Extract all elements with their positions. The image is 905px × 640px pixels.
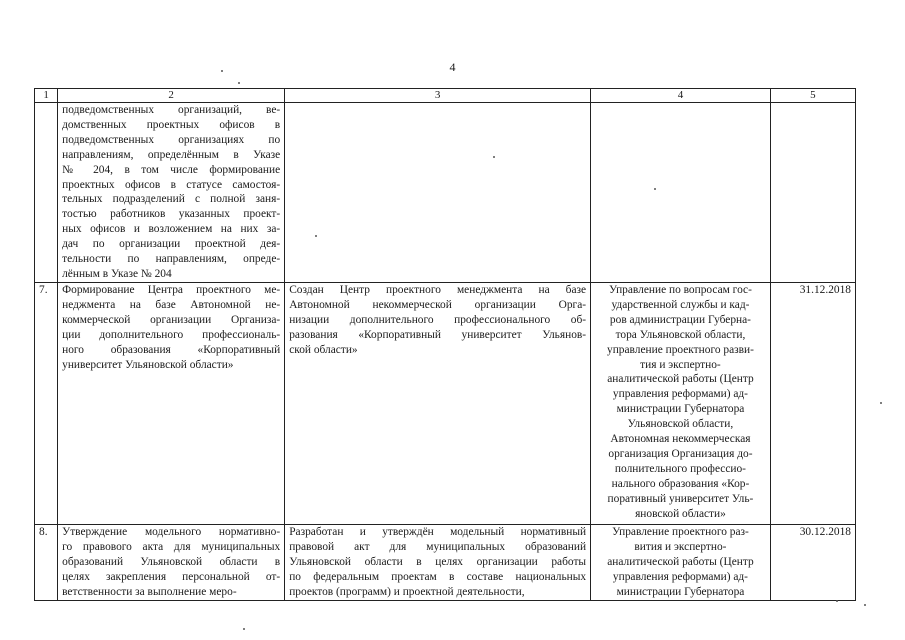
- text-line: направлениям, определённым в Указе: [62, 148, 281, 161]
- text-line: Утверждение модельного нормативно-: [62, 526, 281, 538]
- text-line: Разработан и утверждён модельный нормативный: [289, 526, 587, 538]
- text-line: вития и экспертно-: [634, 540, 727, 553]
- table-row-7: [35, 283, 856, 525]
- scan-speck: [243, 628, 245, 630]
- text-line: поративный университет Уль-: [607, 492, 754, 505]
- text-line: Ульяновской области,: [627, 418, 734, 431]
- row-number: [35, 103, 58, 283]
- text-line: тора Ульяновской области,: [615, 328, 746, 341]
- text-line: ных офисов и возложением на них за-: [62, 223, 281, 236]
- column-header-2: 2: [58, 89, 285, 103]
- text-line: проектных офисов в статусе самостоя-: [62, 178, 281, 191]
- text-line: ударственной службы и кад-: [611, 298, 750, 311]
- text-line: организация Организация до-: [608, 447, 753, 460]
- text-line: Формирование Центра проектного ме-: [62, 284, 281, 296]
- text-line: ской области»: [289, 343, 358, 356]
- deadline-date: [770, 103, 855, 283]
- responsible-text: [591, 283, 771, 525]
- text-line: ров администрации Губерна-: [609, 313, 751, 326]
- text-line: го правового акта для муниципальных: [62, 540, 281, 553]
- text-line: образований Ульяновской области в: [62, 555, 281, 568]
- table-row-8: [35, 525, 856, 601]
- result-text: [285, 283, 591, 525]
- text-line: яновской области»: [635, 507, 726, 520]
- responsible-text: [591, 525, 771, 601]
- text-line: ции дополнительного профессиональ-: [62, 328, 281, 341]
- column-header-1: 1: [35, 89, 58, 103]
- text-line: по федеральным проектам в составе национальных: [289, 570, 587, 583]
- text-line: тия и экспертно-: [640, 358, 721, 371]
- text-line: управления реформами) ад-: [612, 570, 748, 583]
- text-line: Управление проектного раз-: [612, 526, 749, 538]
- text-line: домственных проектных офисов в: [62, 118, 281, 131]
- result-text: [285, 525, 591, 601]
- text-line: ного образования «Корпоративный: [62, 343, 281, 356]
- text-line: университет Ульяновской области»: [62, 358, 234, 371]
- measures-table: [34, 88, 856, 601]
- text-line: Управление по вопросам гос-: [609, 284, 752, 296]
- deadline-date: 31.12.2018: [770, 283, 855, 525]
- text-line: аналитической работы (Центр: [607, 555, 754, 568]
- measure-text: [58, 525, 285, 601]
- page-number: 4: [449, 60, 456, 74]
- scan-speck: [836, 600, 838, 602]
- text-line: подведомственных организациях по: [62, 133, 281, 146]
- text-line: аналитической работы (Центр: [607, 373, 754, 386]
- column-header-5: 5: [770, 89, 855, 103]
- table-row-continued: [35, 103, 856, 283]
- column-header-3: 3: [285, 89, 591, 103]
- text-line: управления реформами) ад-: [612, 388, 748, 401]
- text-line: правовой акт для муниципальных образований: [289, 540, 587, 553]
- text-line: низации дополнительного профессионального об-: [289, 313, 587, 326]
- text-line: ветственности за выполнение меро-: [62, 585, 237, 598]
- measure-text: [58, 283, 285, 525]
- scan-speck: [221, 70, 223, 72]
- scan-speck: [238, 82, 240, 84]
- measure-text: [58, 103, 285, 283]
- text-line: нального образования «Кор-: [611, 477, 750, 490]
- row-number: 8.: [35, 525, 58, 601]
- text-line: Автономная некоммерческая: [610, 433, 751, 446]
- text-line: министрации Губернатора: [616, 585, 745, 598]
- scan-speck: [880, 402, 882, 404]
- responsible-text: [591, 103, 771, 283]
- text-line: подведомственных организаций, ве-: [62, 104, 281, 116]
- text-line: проектов (программ) и проектной деятельности,: [289, 585, 525, 598]
- text-line: тельных подразделений с полной заня-: [62, 193, 281, 206]
- text-line: дач по организации проектной дея-: [62, 238, 281, 251]
- text-line: тостью работников указанных проект-: [62, 208, 281, 221]
- text-line: Ульяновской области в целях организации работы: [289, 555, 587, 568]
- scan-speck: [315, 235, 317, 237]
- text-line: лённым в Указе № 204: [62, 267, 172, 280]
- text-line: коммерческой организации Организа-: [62, 313, 281, 326]
- text-line: Автономной некоммерческой организации Орга-: [289, 298, 587, 311]
- text-line: № 204, в том числе формирование: [62, 163, 281, 176]
- header-row: [35, 89, 856, 103]
- row-number: 7.: [35, 283, 58, 525]
- result-text: [285, 103, 591, 283]
- text-line: министрации Губернатора: [616, 403, 745, 416]
- scan-speck: [864, 604, 866, 606]
- text-line: разования «Корпоративный университет Ульянов-: [289, 328, 587, 341]
- text-line: управление проектного разви-: [607, 343, 754, 356]
- deadline-date: 30.12.2018: [770, 525, 855, 601]
- text-line: тельности по направлениям, опреде-: [62, 253, 281, 266]
- text-line: неджмента на базе Автономной не-: [62, 298, 281, 311]
- column-header-4: 4: [591, 89, 771, 103]
- text-line: Создан Центр проектного менеджмента на базе: [289, 284, 587, 296]
- scan-speck: [654, 188, 656, 190]
- scan-speck: [493, 156, 495, 158]
- text-line: полнительного профессио-: [614, 462, 746, 475]
- text-line: целях закрепления персональной от-: [62, 570, 281, 583]
